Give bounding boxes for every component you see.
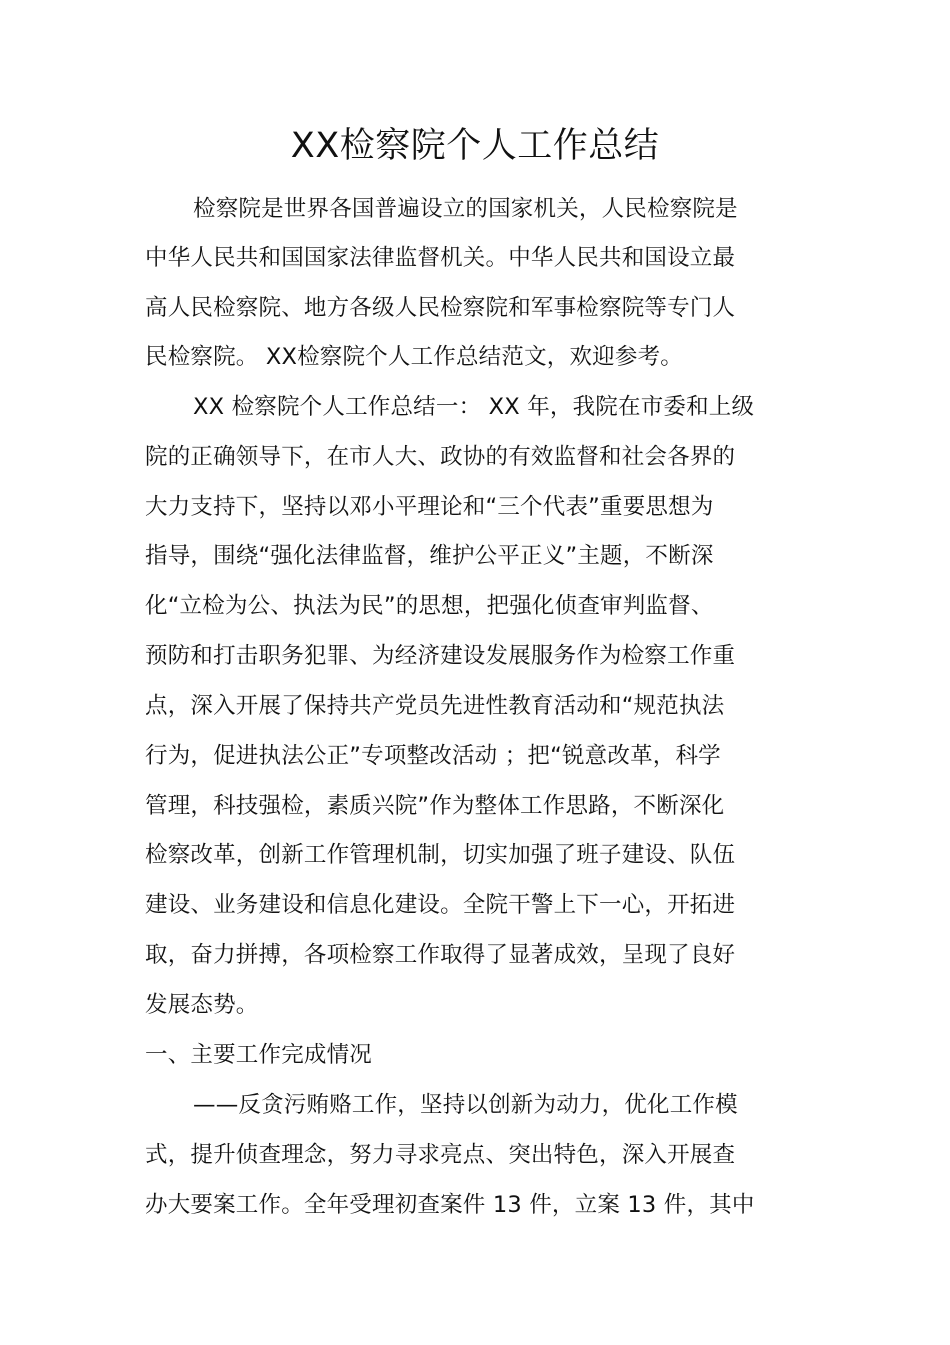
paragraph-line: XX 检察院个人工作总结一： XX 年，我院在市委和上级: [193, 394, 755, 420]
paragraph-line: 办大要案工作。全年受理初查案件 13 件，立案 13 件，其中: [145, 1192, 755, 1218]
paragraph-line: 建设、业务建设和信息化建设。全院干警上下一心，开拓进: [145, 892, 736, 918]
paragraph-line: 化“立检为公、执法为民”的思想，把强化侦查审判监督、: [145, 593, 714, 619]
paragraph-line: 大力支持下，坚持以邓小平理论和“三个代表”重要思想为: [145, 494, 714, 520]
paragraph-line: 预防和打击职务犯罪、为经济建设发展服务作为检察工作重: [145, 643, 736, 669]
paragraph-line: 院的正确领导下，在市人大、政协的有效监督和社会各界的: [145, 444, 736, 470]
section-heading: 一、主要工作完成情况: [145, 1042, 373, 1068]
paragraph-line: 行为，促进执法公正”专项整改活动 ；把“锐意改革，科学: [145, 743, 721, 769]
paragraph-line: 检察院是世界各国普遍设立的国家机关，人民检察院是: [193, 196, 738, 222]
paragraph-line: 管理，科技强检，素质兴院”作为整体工作思路，不断深化: [145, 793, 725, 819]
paragraph-line: 取，奋力拼搏，各项检察工作取得了显著成效，呈现了良好: [145, 942, 736, 968]
paragraph-line: 发展态势。: [145, 992, 259, 1018]
paragraph-line: 式，提升侦查理念，努力寻求亮点、突出特色，深入开展查: [145, 1142, 736, 1168]
paragraph-line: 高人民检察院、地方各级人民检察院和军事检察院等专门人: [145, 295, 736, 321]
paragraph-line: ——反贪污贿赂工作，坚持以创新为动力，优化工作模: [193, 1092, 738, 1118]
paragraph-line: 中华人民共和国国家法律监督机关。中华人民共和国设立最: [145, 245, 736, 271]
paragraph-line: 检察改革，创新工作管理机制，切实加强了班子建设、队伍: [145, 842, 736, 868]
paragraph-line: 民检察院。 XX检察院个人工作总结范文，欢迎参考。: [145, 344, 683, 370]
paragraph-line: 点，深入开展了保持共产党员先进性教育活动和“规范执法: [145, 693, 725, 719]
document-title: XX检察院个人工作总结: [290, 126, 660, 166]
paragraph-line: 指导，围绕“强化法律监督，维护公平正义”主题，不断深: [145, 543, 714, 569]
